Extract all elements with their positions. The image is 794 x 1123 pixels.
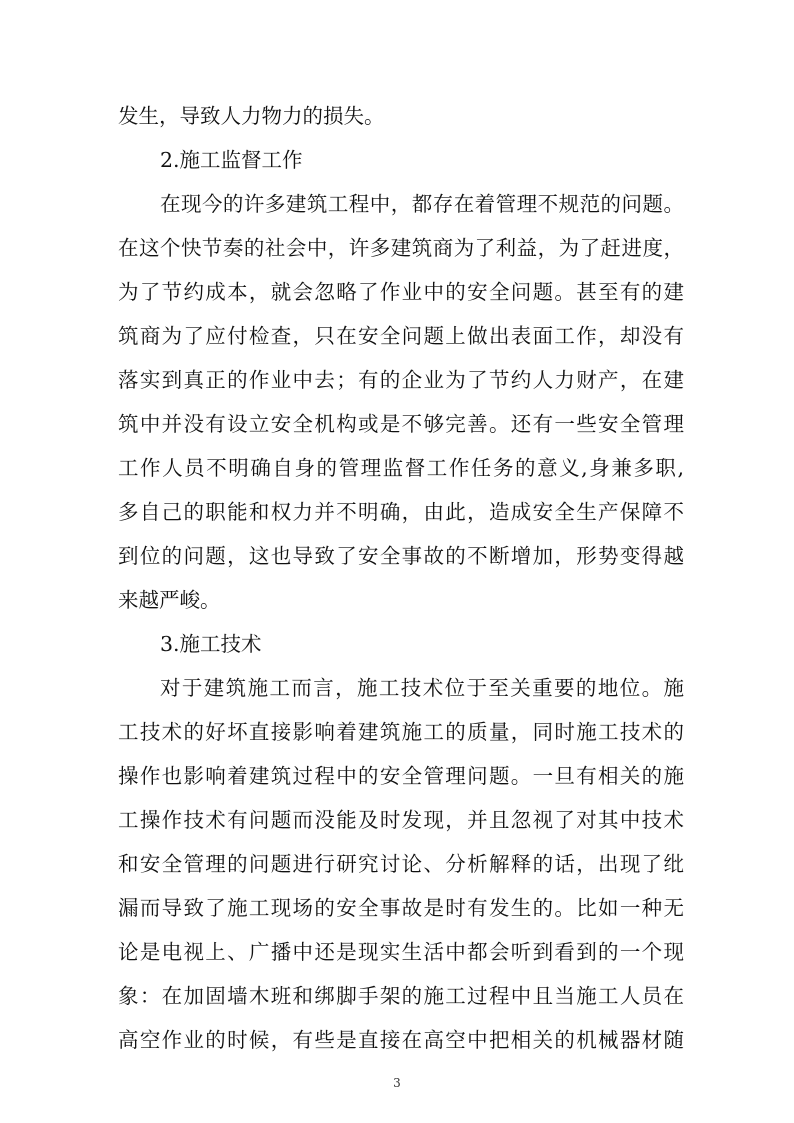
text-line: 在现今的许多建筑工程中，都存在着管理不规范的问题。 [160, 192, 684, 216]
text-line: 工作人员不明确自身的管理监督工作任务的意义,身兼多职, [118, 456, 684, 480]
text-line: 到位的问题，这也导致了安全事故的不断增加，形势变得越 [118, 544, 684, 568]
page-number: 3 [393, 1076, 401, 1090]
text-line: 筑商为了应付检查，只在安全问题上做出表面工作，却没有 [118, 324, 684, 348]
text-line: 操作也影响着建筑过程中的安全管理问题。一旦有相关的施 [118, 764, 684, 788]
section-heading: 2.施工监督工作 [160, 148, 303, 172]
section-heading: 3.施工技术 [160, 632, 262, 656]
text-line: 工技术的好坏直接影响着建筑施工的质量，同时施工技术的 [118, 720, 684, 744]
text-line: 工操作技术有问题而没能及时发现，并且忽视了对其中技术 [118, 808, 684, 832]
text-line: 来越严峻。 [118, 588, 221, 612]
text-line: 漏而导致了施工现场的安全事故是时有发生的。比如一种无 [118, 896, 684, 920]
text-line: 发生，导致人力物力的损失。 [118, 104, 385, 128]
text-line: 为了节约成本，就会忽略了作业中的安全问题。甚至有的建 [118, 280, 684, 304]
text-line: 对于建筑施工而言，施工技术位于至关重要的地位。施 [160, 676, 684, 700]
text-line: 和安全管理的问题进行研究讨论、分析解释的话，出现了纰 [118, 852, 684, 876]
text-line: 筑中并没有设立安全机构或是不够完善。还有一些安全管理 [118, 412, 684, 436]
text-line: 多自己的职能和权力并不明确，由此，造成安全生产保障不 [118, 500, 684, 524]
text-line: 论是电视上、广播中还是现实生活中都会听到看到的一个现 [118, 940, 684, 964]
text-line: 象：在加固墙木班和绑脚手架的施工过程中且当施工人员在 [118, 984, 684, 1008]
text-line: 在这个快节奏的社会中，许多建筑商为了利益，为了赶进度， [118, 236, 684, 260]
text-line: 高空作业的时候，有些是直接在高空中把相关的机械器材随 [118, 1028, 684, 1052]
text-line: 落实到真正的作业中去；有的企业为了节约人力财产，在建 [118, 368, 684, 392]
